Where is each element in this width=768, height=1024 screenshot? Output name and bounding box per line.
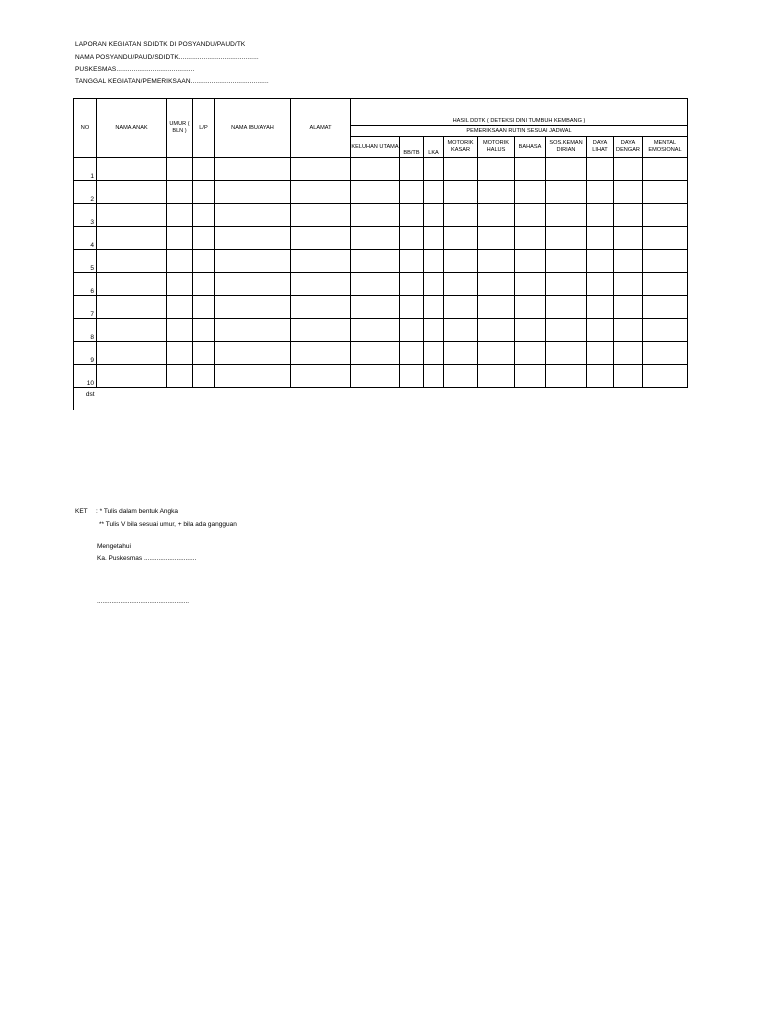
table-cell[interactable] xyxy=(444,365,478,388)
table-cell[interactable] xyxy=(614,158,643,181)
col-header-daya-lihat: DAYA LIHAT xyxy=(587,137,614,158)
row-number: 2 xyxy=(74,181,97,204)
table-cell[interactable] xyxy=(97,250,167,273)
table-cell[interactable] xyxy=(400,227,424,250)
activity-date-line: TANGGAL KEGIATAN/PEMERIKSAAN......................................... xyxy=(75,78,269,85)
col-header-umur: UMUR ( BLN ) xyxy=(167,99,193,158)
table-row xyxy=(74,296,688,319)
table-cell[interactable] xyxy=(546,250,587,273)
table-cell[interactable] xyxy=(424,158,444,181)
table-cell[interactable] xyxy=(424,319,444,342)
table-cell[interactable] xyxy=(444,273,478,296)
table-cell[interactable] xyxy=(424,227,444,250)
table-cell[interactable] xyxy=(193,158,215,181)
row-number: 10 xyxy=(74,365,97,388)
table-cell[interactable] xyxy=(478,273,515,296)
ddtk-report-table xyxy=(73,98,688,410)
row-number: 6 xyxy=(74,273,97,296)
table-cell[interactable] xyxy=(587,319,614,342)
table-cell[interactable] xyxy=(546,227,587,250)
table-row xyxy=(74,181,688,204)
table-cell[interactable] xyxy=(546,365,587,388)
table-cell[interactable] xyxy=(97,365,167,388)
table-cell[interactable] xyxy=(614,365,643,388)
table-cell[interactable] xyxy=(351,250,400,273)
table-cell[interactable] xyxy=(291,296,351,319)
col-header-motorik-halus: MOTORIK HALUS xyxy=(478,137,515,158)
table-cell[interactable] xyxy=(515,227,546,250)
table-cell[interactable] xyxy=(97,342,167,365)
table-cell[interactable] xyxy=(546,273,587,296)
table-cell[interactable] xyxy=(643,365,688,388)
col-header-mental-emosional: MENTAL EMOSIONAL xyxy=(643,137,688,158)
table-cell[interactable] xyxy=(643,319,688,342)
table-cell[interactable] xyxy=(351,204,400,227)
table-cell[interactable] xyxy=(400,181,424,204)
table-cell[interactable] xyxy=(614,319,643,342)
table-cell[interactable] xyxy=(444,158,478,181)
table-row xyxy=(74,250,688,273)
table-cell[interactable] xyxy=(546,204,587,227)
table-cell[interactable] xyxy=(193,296,215,319)
row-number: 8 xyxy=(74,319,97,342)
col-header-keluhan: KELUHAN UTAMA xyxy=(351,137,400,158)
table-cell[interactable] xyxy=(424,365,444,388)
table-cell[interactable] xyxy=(478,250,515,273)
col-header-alamat: ALAMAT xyxy=(291,99,351,158)
table-cell[interactable] xyxy=(546,181,587,204)
table-cell[interactable] xyxy=(291,181,351,204)
ket-note-1: : * Tulis dalam bentuk Angka xyxy=(96,508,179,515)
table-cell[interactable] xyxy=(400,365,424,388)
table-cell[interactable] xyxy=(291,204,351,227)
table-row xyxy=(74,204,688,227)
table-row xyxy=(74,158,688,181)
table-cell[interactable] xyxy=(193,250,215,273)
table-cell[interactable] xyxy=(587,250,614,273)
table-cell[interactable] xyxy=(291,365,351,388)
table-cell[interactable] xyxy=(444,250,478,273)
table-cell[interactable] xyxy=(291,273,351,296)
row-number: 1 xyxy=(74,158,97,181)
puskesmas-line: PUSKESMAS......................................... xyxy=(75,66,195,73)
col-header-nama-anak: NAMA ANAK xyxy=(97,99,167,158)
table-cell[interactable] xyxy=(167,204,193,227)
table-cell[interactable] xyxy=(215,181,291,204)
table-cell[interactable] xyxy=(193,342,215,365)
table-cell[interactable] xyxy=(400,250,424,273)
table-cell[interactable] xyxy=(515,181,546,204)
table-cell[interactable] xyxy=(478,204,515,227)
row-number: 7 xyxy=(74,296,97,319)
table-cell[interactable] xyxy=(351,181,400,204)
table-cell[interactable] xyxy=(400,296,424,319)
table-cell[interactable] xyxy=(97,319,167,342)
table-cell[interactable] xyxy=(424,181,444,204)
table-cell[interactable] xyxy=(587,296,614,319)
col-header-daya-dengar: DAYA DENGAR xyxy=(614,137,643,158)
table-cell[interactable] xyxy=(515,273,546,296)
ket-label: KET xyxy=(75,508,88,515)
table-cell[interactable] xyxy=(546,319,587,342)
table-cell[interactable] xyxy=(291,158,351,181)
col-header-lka: LKA xyxy=(424,137,444,158)
table-cell[interactable] xyxy=(97,158,167,181)
table-cell[interactable] xyxy=(97,273,167,296)
table-cell[interactable] xyxy=(291,250,351,273)
table-cell[interactable] xyxy=(587,342,614,365)
table-cell[interactable] xyxy=(515,319,546,342)
row-number: 3 xyxy=(74,204,97,227)
table-cell[interactable] xyxy=(444,296,478,319)
row-number: 9 xyxy=(74,342,97,365)
table-cell[interactable] xyxy=(351,342,400,365)
table-cell[interactable] xyxy=(97,296,167,319)
table-cell[interactable] xyxy=(478,181,515,204)
table-cell[interactable] xyxy=(215,204,291,227)
table-cell[interactable] xyxy=(444,227,478,250)
table-cell[interactable] xyxy=(167,365,193,388)
table-cell[interactable] xyxy=(215,296,291,319)
table-cell[interactable] xyxy=(478,296,515,319)
table-cell[interactable] xyxy=(193,227,215,250)
mengetahui-label: Mengetahui xyxy=(97,543,131,550)
table-cell[interactable] xyxy=(478,319,515,342)
table-cell[interactable] xyxy=(215,158,291,181)
table-cell[interactable] xyxy=(515,250,546,273)
table-cell[interactable] xyxy=(351,365,400,388)
table-cell[interactable] xyxy=(167,227,193,250)
posyandu-name-line: NAMA POSYANDU/PAUD/SDIDTK.......................................... xyxy=(75,54,259,61)
row-number: 5 xyxy=(74,250,97,273)
signature-line: ................................................... xyxy=(97,598,190,605)
table-cell[interactable] xyxy=(614,250,643,273)
table-cell[interactable] xyxy=(515,204,546,227)
table-cell[interactable] xyxy=(614,227,643,250)
table-cell[interactable] xyxy=(351,296,400,319)
ka-puskesmas-label: Ka. Puskesmas ............................. xyxy=(97,555,197,562)
table-cell[interactable] xyxy=(351,273,400,296)
table-cell[interactable] xyxy=(515,342,546,365)
table-cell[interactable] xyxy=(643,296,688,319)
col-header-bbtb: BB/TB xyxy=(400,137,424,158)
table-cell[interactable] xyxy=(478,365,515,388)
table-cell[interactable] xyxy=(167,181,193,204)
table-cell[interactable] xyxy=(215,250,291,273)
table-cell[interactable] xyxy=(97,181,167,204)
table-cell[interactable] xyxy=(643,227,688,250)
table-row xyxy=(74,365,688,388)
table-row xyxy=(74,342,688,365)
row-number: 4 xyxy=(74,227,97,250)
table-cell[interactable] xyxy=(193,204,215,227)
table-cell[interactable] xyxy=(587,365,614,388)
table-cell[interactable] xyxy=(546,342,587,365)
table-cell[interactable] xyxy=(351,158,400,181)
table-cell[interactable] xyxy=(193,365,215,388)
table-cell[interactable] xyxy=(478,158,515,181)
table-trailing-space xyxy=(97,388,688,410)
col-header-lp: L/P xyxy=(193,99,215,158)
table-cell[interactable] xyxy=(215,227,291,250)
table-cell[interactable] xyxy=(351,227,400,250)
table-cell[interactable] xyxy=(424,204,444,227)
table-cell[interactable] xyxy=(515,158,546,181)
table-cell[interactable] xyxy=(587,273,614,296)
table-cell[interactable] xyxy=(97,204,167,227)
table-cell[interactable] xyxy=(587,227,614,250)
table-cell[interactable] xyxy=(643,204,688,227)
table-cell[interactable] xyxy=(193,273,215,296)
table-cell[interactable] xyxy=(215,319,291,342)
table-cell[interactable] xyxy=(193,319,215,342)
table-row xyxy=(74,227,688,250)
table-cell[interactable] xyxy=(167,296,193,319)
table-cell[interactable] xyxy=(193,181,215,204)
table-cell[interactable] xyxy=(444,181,478,204)
table-cell[interactable] xyxy=(643,250,688,273)
table-cell[interactable] xyxy=(444,319,478,342)
table-cell[interactable] xyxy=(478,342,515,365)
table-cell[interactable] xyxy=(643,342,688,365)
table-cell[interactable] xyxy=(291,319,351,342)
col-header-no: NO xyxy=(74,99,97,158)
table-cell[interactable] xyxy=(215,273,291,296)
table-cell[interactable] xyxy=(215,365,291,388)
table-cell[interactable] xyxy=(643,273,688,296)
report-title: LAPORAN KEGIATAN SDIDTK DI POSYANDU/PAUD/TK xyxy=(75,41,246,48)
table-cell[interactable] xyxy=(587,158,614,181)
table-cell[interactable] xyxy=(424,273,444,296)
table-cell[interactable] xyxy=(614,273,643,296)
table-cell[interactable] xyxy=(515,296,546,319)
table-cell[interactable] xyxy=(291,342,351,365)
table-cell[interactable] xyxy=(400,273,424,296)
table-cell[interactable] xyxy=(478,227,515,250)
table-cell[interactable] xyxy=(614,296,643,319)
table-cell[interactable] xyxy=(643,181,688,204)
table-cell[interactable] xyxy=(97,227,167,250)
table-cell[interactable] xyxy=(400,158,424,181)
table-cell[interactable] xyxy=(515,365,546,388)
table-cell[interactable] xyxy=(351,319,400,342)
table-cell[interactable] xyxy=(291,227,351,250)
col-header-motorik-kasar: MOTORIK KASAR xyxy=(444,137,478,158)
table-cell[interactable] xyxy=(167,158,193,181)
table-cell[interactable] xyxy=(643,158,688,181)
table-cell[interactable] xyxy=(400,204,424,227)
table-cell[interactable] xyxy=(215,342,291,365)
table-cell[interactable] xyxy=(167,250,193,273)
col-header-sos-kemandirian: SOS.KEMAN DIRIAN xyxy=(546,137,587,158)
table-cell[interactable] xyxy=(587,204,614,227)
table-cell[interactable] xyxy=(444,204,478,227)
table-cell[interactable] xyxy=(400,319,424,342)
col-header-pemeriksaan: PEMERIKSAAN RUTIN SESUAI JADWAL xyxy=(351,126,688,137)
table-row xyxy=(74,319,688,342)
table-cell[interactable] xyxy=(167,273,193,296)
table-cell[interactable] xyxy=(167,319,193,342)
table-cell[interactable] xyxy=(424,250,444,273)
table-cell[interactable] xyxy=(424,342,444,365)
table-cell[interactable] xyxy=(444,342,478,365)
table-cell[interactable] xyxy=(167,342,193,365)
table-cell[interactable] xyxy=(546,158,587,181)
table-row xyxy=(74,273,688,296)
col-header-nama-ibu: NAMA IBU/AYAH xyxy=(215,99,291,158)
table-cell[interactable] xyxy=(614,181,643,204)
col-header-hasil-ddtk: HASIL DDTK ( DETEKSI DINI TUMBUH KEMBANG ) xyxy=(351,99,688,126)
table-cell[interactable] xyxy=(546,296,587,319)
col-header-bahasa: BAHASA xyxy=(515,137,546,158)
table-cell[interactable] xyxy=(614,342,643,365)
table-cell[interactable] xyxy=(587,181,614,204)
table-cell[interactable] xyxy=(614,204,643,227)
dst-label: dst xyxy=(74,388,97,410)
table-cell[interactable] xyxy=(400,342,424,365)
table-cell[interactable] xyxy=(424,296,444,319)
ket-note-2: ** Tulis V bila sesuai umur, + bila ada gangguan xyxy=(99,521,237,528)
